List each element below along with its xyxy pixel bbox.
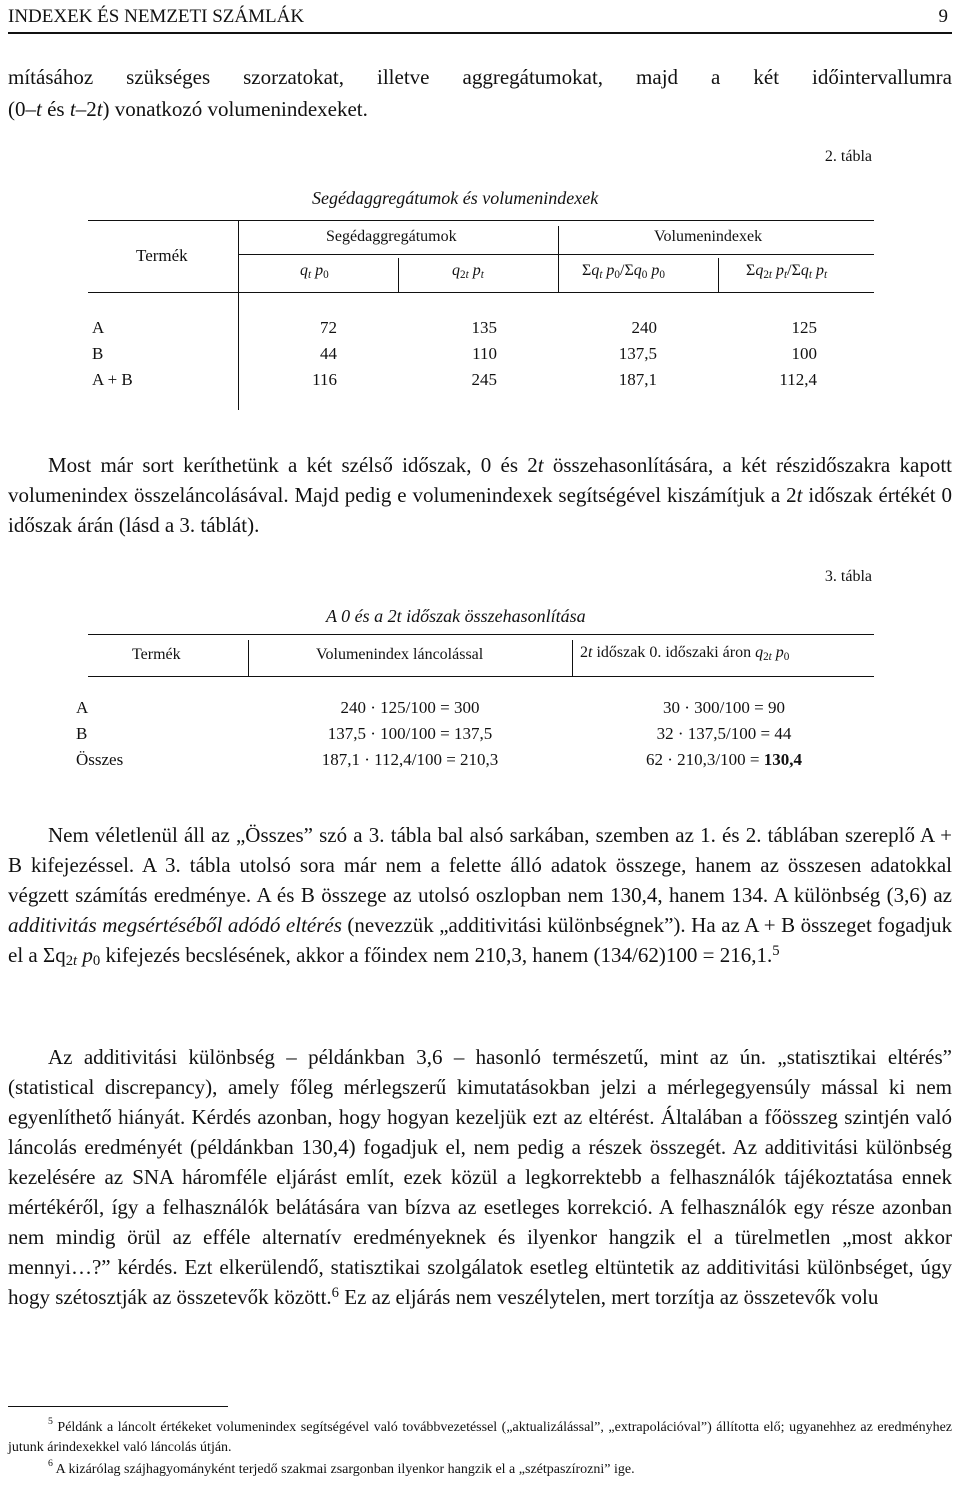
table3-row-b-chain: 137,5 · 100/100 = 137,5 [327, 724, 493, 743]
table3-row-total-name: Összes [76, 750, 124, 769]
table2-col-index-2: $\Sigma q_{2t}$ $p_t/\Sigma q_t$ $p_t$ [746, 262, 828, 281]
table2-row-b-c1: 44 [320, 344, 337, 363]
table3-row-a-name: A [76, 698, 89, 717]
table2-row-a-c1: 72 [320, 318, 337, 337]
footnote-5: $^5$ Példánk a láncolt értékeket volumenindex segítségével való továbbvezetéssel („aktualizálással”, „extrapolációval”) állította elő; ugyanehhez az eredményhez jutunk árindexekkel való láncolás útján. [8, 1416, 952, 1455]
table2-label: 2. tábla [824, 148, 872, 165]
table2-row-total-c4: 112,4 [779, 370, 817, 389]
para4-text: Az additivitási különbség – példánkban 3,6 – hasonló természetű, mint az ún. „statisztikai eltérés” (statistical discrepancy), amely főleg mérlegszerű kimutatásokban jelzi a mérlegegyensúly mással ki nem egyenlíthető hiányát. Kérdés azonban, hogy hogyan kezeljük ezt az eltérést. Általában a főösszeg szintjén való láncolás eredményét (példánkban 130,4) fogadjuk el, nem pedig a részek összegét. Az additivitási különbség kezelésére az SNA háromféle eljárást említ, ezek közül a legkorrektebb a felhasználók tájékoztatása ennek mértékéről, így a felhasználók belátására van bízva az esetleges korrekció. A felhasználók egy része azonban nem mindig örül az efféle alternatív eredményeknek és ilyenkor hangzik el a türelmetlen „most akkor mennyi…?” kérdés. Ezt elkerülendő, statisztikai szolgálatok esetleg eltüntetik az additivitási különbséget, úgy hogy szétosztják az összetevők között. [8, 1045, 952, 1309]
intro-line-2: (0–t és t–2t) vonatkozó volumenindexeket. [8, 97, 368, 121]
table3-row-a-chain: 240 · 125/100 = 300 [340, 698, 480, 717]
table2-row-b-c2: 110 [472, 344, 497, 363]
table2-row-total-c3: 187,1 [618, 370, 657, 389]
paragraph-discrepancy [8, 1042, 952, 1312]
para4-tail: Ez az eljárás nem veszélytelen, mert torzítja az összetevők volu [339, 1285, 879, 1309]
table2-header-rule [88, 292, 874, 293]
table2-col-q2t-pt: $q_{2t}$ $p_t$ [452, 262, 484, 281]
intro-line-1: mításához szükséges szorzatokat, illetve aggregátumokat, majd a két időintervallumra [8, 65, 952, 89]
table2-row-b-c3: 137,5 [618, 344, 657, 363]
table2-col-divider [238, 220, 239, 410]
para3-before: Nem véletlenül áll az „Összes” szó a 3. tábla bal alsó sarkában, szemben az 1. és 2. táblában szereplő A + B kifejezéssel. A 3. tábla utolsó sora már nem a felette álló adatok összege, hanem az összesen adatokkal végzett számítás eredménye. A és B összege az utolsó oszlopban nem 130,4, hanem 134. A különbség (3,6) az [8, 823, 952, 907]
table2-row-b-name: B [92, 344, 104, 363]
table2-row-a-name: A [92, 318, 105, 337]
table3-product-header: Termék [132, 646, 181, 663]
table3-total-value-bold: 130,4 [763, 750, 802, 769]
footnote-ref-6: 6 [331, 1285, 339, 1301]
footnote-ref-5: 5 [772, 943, 780, 959]
table2-row-a-c3: 240 [631, 318, 657, 337]
table3-header-rule [88, 676, 874, 677]
table2-row-a-c4: 125 [791, 318, 817, 337]
table3-chain-header: Volumenindex láncolással [316, 646, 484, 663]
table2-row-total-name: A + B [92, 370, 133, 389]
table3-value-header: 2t időszak 0. időszaki áron $q_{2t}$ $p_0$ [580, 644, 790, 663]
table2-row-total-c2: 245 [471, 370, 497, 389]
table3-row-total-value [574, 750, 874, 770]
table2-sub-divider-3 [718, 258, 719, 292]
table2-col-index-1: $\Sigma q_t$ $p_0/\Sigma q_0$ $p_0$ [582, 262, 665, 281]
paragraph-chaining: Most már sort keríthetünk a két szélső időszak, 0 és 2t összehasonlítására, a két részidőszakra kapott volumenindex összeláncolásával. Majd pedig e volumenindexek segítségével kiszámítjuk a 2t időszak értékét 0 időszak árán (lásd a 3. táblát). [8, 453, 952, 537]
para3-after2: kifejezés becslésének, akkor a főindex nem 210,3, hanem (134/62)100 = 216,1. [100, 943, 773, 967]
table2-group-divider [558, 226, 559, 292]
table2-title: Segédaggregátumok és volumenindexek [312, 188, 599, 208]
table2-aux-header: Segédaggregátumok [326, 228, 457, 245]
page-number: 9 [938, 6, 948, 27]
table2-group-rule [238, 254, 874, 255]
page-header [8, 4, 952, 34]
table2-vol-header: Volumenindexek [654, 228, 763, 245]
table3-row-b-name: B [76, 724, 88, 743]
table3-label: 3. tábla [824, 568, 872, 585]
footnote-separator [8, 1406, 228, 1407]
table2-top-rule [88, 220, 874, 221]
para3-after: (nevezzük „additivitási különbségnek”). Ha az A + B összeget fogadjuk el a Σq [8, 913, 952, 967]
table2-sub-divider-1 [398, 258, 399, 292]
para3-italic: additivitás megsértéséből adódó eltérés [8, 913, 342, 937]
table2-col-qt-p0: $q_t$ $p_0$ [300, 262, 329, 281]
table3-divider-1 [248, 640, 249, 676]
footnote-6: $^6$ A kizárólag szájhagyományként terjedő szakmai zsargonban ilyenkor hangzik el a „szétpaszírozni” ige. [48, 1458, 635, 1477]
table3-title: A 0 és a 2t időszak összehasonlítása [326, 606, 586, 626]
table2-row-a-c2: 135 [471, 318, 497, 337]
table3-top-rule [88, 634, 874, 635]
table2-row-total-c1: 116 [312, 370, 337, 389]
table3-divider-2 [572, 640, 573, 676]
table2-row-b-c4: 100 [791, 344, 817, 363]
table3-row-a-value: 30 · 300/100 = 90 [663, 698, 785, 717]
table3-row-b-value: 32 · 137,5/100 = 44 [656, 724, 792, 743]
table3-row-total-chain: 187,1 · 112,4/100 = 210,3 [321, 750, 499, 769]
table3-total-value-prefix: 62 · 210,3/100 = [646, 750, 764, 769]
table2-product-header: Termék [136, 246, 188, 265]
header-title: INDEXEK ÉS NEMZETI SZÁMLÁK [8, 6, 305, 27]
paragraph-additivity: Nem véletlenül áll az „Összes” szó a 3. tábla bal alsó sarkában, szemben az 1. és 2. táblában szereplő A + B kifejezéssel. A 3. tábla utolsó sora már nem a felette álló adatok összege, hanem az összesen adatokkal végzett számítás eredménye. A és B összege az utolsó oszlopban nem 130,4, hanem 134. A különbség (3,6) az additivitás megsértéséből adódó eltérés (nevezzük „additivitási különbségnek”). Ha az A + B összeget fogadjuk el a $\Sigma q_{2t}$ $p_0$ kifejezés becslésének, akkor a főindex nem 210,3, hanem (134/62)100 = 216,1.$^5$ [8, 823, 952, 969]
